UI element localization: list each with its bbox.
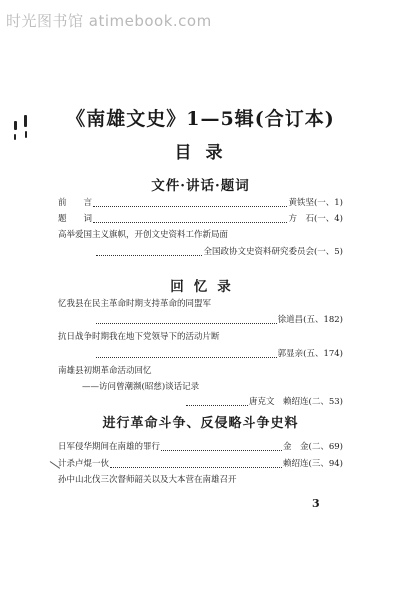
entry-author-page: 郭显亲(五、174) [277, 349, 343, 359]
leader-dots [96, 322, 277, 324]
entry-author-page: 金 金(二、69) [283, 442, 343, 452]
toc-entry [58, 196, 343, 209]
leader-dots [186, 404, 248, 406]
margin-mark [25, 131, 27, 138]
leader-dots [161, 449, 282, 451]
leader-dots [93, 221, 287, 223]
leader-dots [96, 254, 202, 256]
book-title: 《南雄文史》1—5辑(合订本) [66, 108, 335, 130]
entry-author-page: 徐道昌(五、182) [277, 315, 343, 325]
section-heading: 进行革命斗争、反侵略斗争史料 [102, 416, 299, 431]
entry-title: 前 言 [58, 198, 93, 208]
entry-author-page: 方 石(一、4) [288, 214, 343, 224]
watermark: 时光图书馆 atimebook.com [6, 12, 212, 30]
leader-dots [96, 356, 277, 358]
toc-entry [58, 440, 343, 453]
entry-author-page: 黄铁坚(一、1) [288, 198, 343, 208]
entry-title: 高举爱国主义旗帜，开创文史资料工作新局面 [58, 230, 229, 240]
toc-entry [95, 313, 343, 326]
entry-title: 忆我县在民主革命时期支持革命的同盟军 [58, 299, 212, 309]
page-number: 3 [312, 497, 320, 510]
toc-entry [95, 347, 343, 360]
entry-author-page: 唐克文 赖绍连(二、53) [249, 397, 343, 407]
section-heading: 文件·讲话·题词 [151, 178, 250, 194]
toc-entry [95, 245, 343, 258]
leader-dots [93, 205, 287, 207]
entry-subtitle: ——访问曾潮濒(昭慈)谈话记录 [82, 382, 200, 392]
entry-title: 题 词 [58, 214, 93, 224]
entry-author-page: 全国政协文史资料研究委员会(一、5) [203, 247, 343, 257]
entry-title: 孙中山北伐三次督师韶关以及大本营在南雄召开 [58, 475, 237, 485]
section-heading: 回忆录 [170, 279, 241, 295]
toc-entry [58, 212, 343, 225]
contents-heading: 目录 [174, 143, 237, 163]
toc-entry [58, 457, 343, 470]
entry-title: 南雄县初期革命活动回忆 [58, 366, 152, 376]
entry-author-page: 赖绍连(三、94) [283, 459, 343, 469]
entry-title: 抗日战争时期我在地下党领导下的活动片断 [58, 332, 220, 342]
entry-title: 日军侵华期间在南雄的罪行 [58, 442, 161, 452]
entry-title: 计杀卢焜一伙 [58, 459, 110, 469]
leader-dots [110, 466, 282, 468]
toc-entry [185, 395, 343, 408]
